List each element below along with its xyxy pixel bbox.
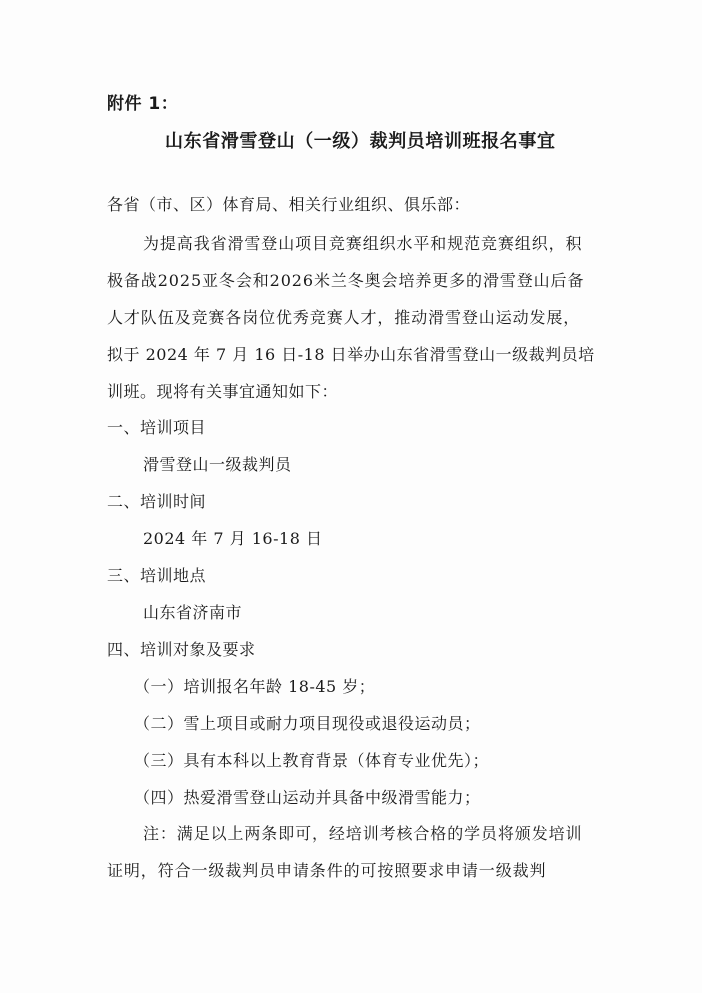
- note-line-1: 注：满足以上两条即可，经培训考核合格的学员将颁发培训: [143, 824, 583, 843]
- section-heading-4: 四、培训对象及要求: [107, 640, 256, 659]
- requirement-2: （二）雪上项目或耐力项目现役或退役运动员；: [134, 714, 481, 733]
- intro-line-1: 为提高我省滑雪登山项目竞赛组织水平和规范竞赛组织，积: [143, 234, 583, 253]
- requirement-4: （四）热爱滑雪登山运动并具备中级滑雪能力；: [134, 788, 481, 807]
- section-content-2: 2024 年 7 月 16-18 日: [143, 529, 323, 548]
- note-line-2: 证明，符合一级裁判员申请条件的可按照要求申请一级裁判: [107, 861, 547, 880]
- attachment-label: 附件 1：: [107, 94, 179, 114]
- requirement-3: （三）具有本科以上教育背景（体育专业优先）；: [134, 751, 490, 770]
- section-content-1: 滑雪登山一级裁判员: [143, 455, 292, 474]
- section-heading-2: 二、培训时间: [107, 492, 207, 511]
- section-heading-1: 一、培训项目: [107, 418, 207, 437]
- intro-line-3: 人才队伍及竞赛各岗位优秀竞赛人才，推动滑雪登山运动发展，: [107, 308, 581, 327]
- document-title: 山东省滑雪登山（一级）裁判员培训班报名事宜: [165, 131, 556, 152]
- intro-line-4: 拟于 2024 年 7 月 16 日-18 日举办山东省滑雪登山一级裁判员培: [107, 345, 595, 364]
- section-content-3: 山东省济南市: [143, 603, 243, 622]
- intro-line-5: 训班。现将有关事宜通知如下：: [107, 382, 339, 401]
- requirement-1: （一）培训报名年龄 18-45 岁；: [134, 677, 376, 696]
- section-heading-3: 三、培训地点: [107, 566, 207, 585]
- salutation: 各省（市、区）体育局、相关行业组织、俱乐部：: [107, 195, 471, 214]
- intro-line-2: 极备战2025亚冬会和2026米兰冬奥会培养更多的滑雪登山后备: [107, 271, 585, 290]
